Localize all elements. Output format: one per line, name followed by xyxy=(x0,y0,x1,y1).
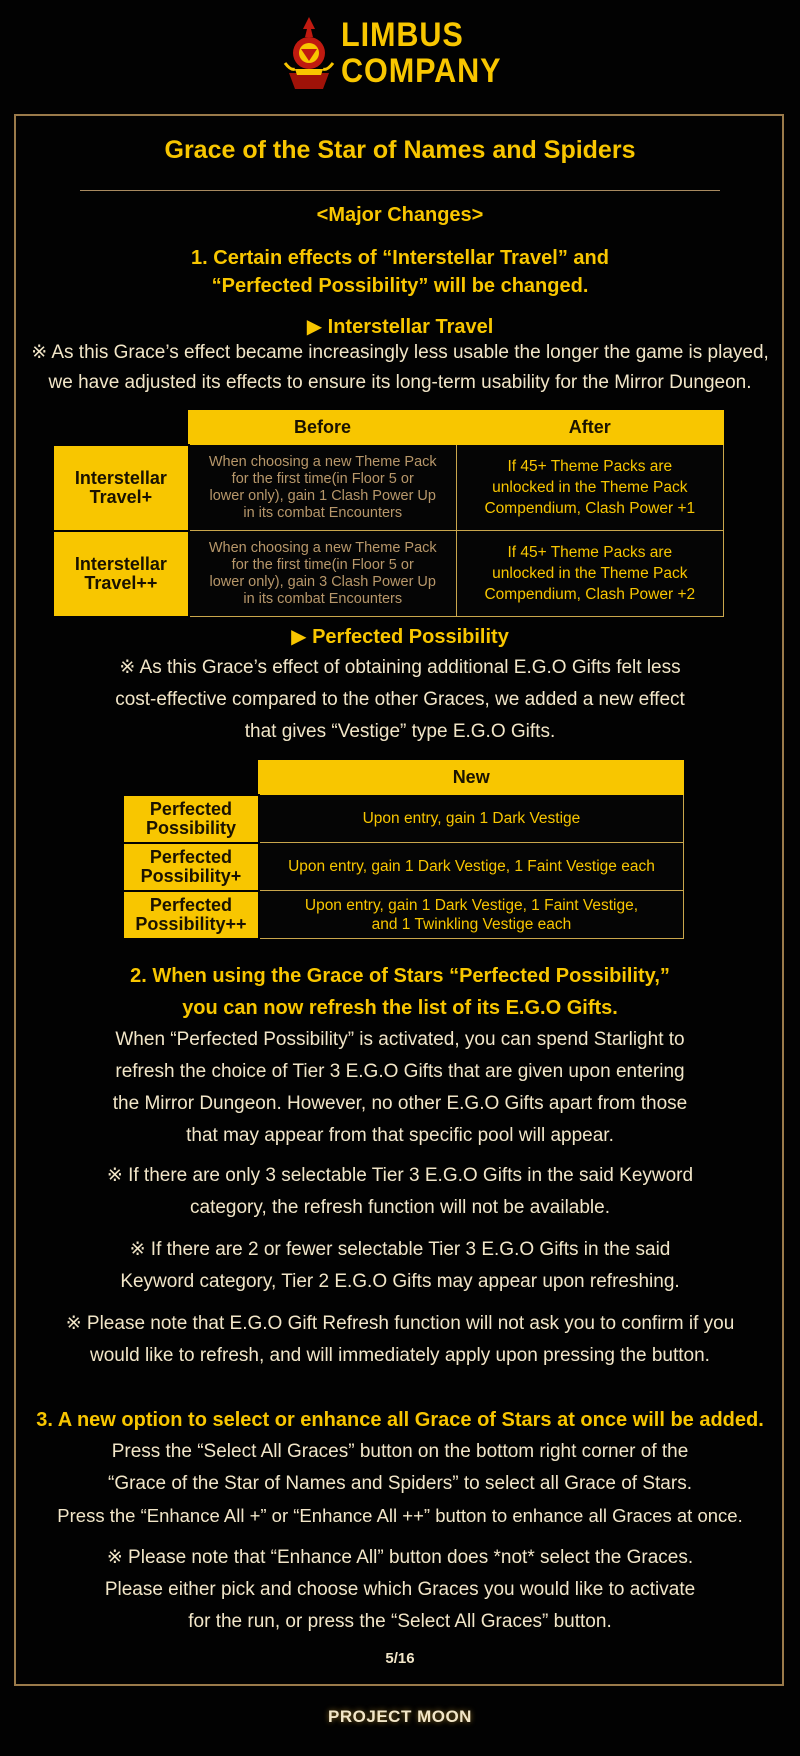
item3-heading: 3. A new option to select or enhance all Grace of Stars at once will be added. xyxy=(36,1409,764,1431)
page-title: Grace of the Star of Names and Spiders xyxy=(164,136,636,164)
col-before-header: Before xyxy=(189,411,456,445)
row-label-perfected-possibility-plus: Perfected Possibility+ xyxy=(123,843,259,891)
perfected-note xyxy=(0,652,800,748)
table-row xyxy=(123,795,684,843)
row-label-interstellar-travel-plus: Interstellar Travel+ xyxy=(53,445,189,531)
item2-body-line-3: the Mirror Dungeon. However, no other E.G.O Gifts apart from those xyxy=(112,1093,688,1114)
item2-body-line-4: that may appear from that specific pool will appear. xyxy=(186,1125,614,1146)
item2-note-3: ※ Please note that E.G.O Gift Refresh function will not ask you to confirm if you would like to refresh, and will immediately apply upon pressing the button. xyxy=(65,1313,735,1366)
item3-body: Press the “Select All Graces” button on the bottom right corner of the “Grace of the Star of Names and Spiders” to select all Grace of Stars. Press the “Enhance All +” or “Enhance All ++” button to enhance all Graces at once. xyxy=(57,1441,743,1526)
perfected-note-line-2: cost-effective compared to the other Graces, we added a new effect xyxy=(115,689,685,710)
item2-note-2: ※ If there are 2 or fewer selectable Tier 3 E.G.O Gifts in the said Keyword category, Tier 2 E.G.O Gifts may appear upon refreshing. xyxy=(120,1239,680,1292)
item2-heading-line-1: 2. When using the Grace of Stars “Perfected Possibility,” xyxy=(130,965,670,987)
perfected-table xyxy=(122,760,684,940)
table-row xyxy=(123,843,684,891)
logo-wordmark xyxy=(341,18,501,90)
item2-body-line-2: refresh the choice of Tier 3 E.G.O Gifts that are given upon entering xyxy=(115,1061,685,1082)
page-number: 5/16 xyxy=(385,1650,415,1667)
after-cell: If 45+ Theme Packs are unlocked in the Theme Pack Compendium, Clash Power +1 xyxy=(456,445,723,531)
after-cell: If 45+ Theme Packs are unlocked in the Theme Pack Compendium, Clash Power +2 xyxy=(456,531,723,617)
interstellar-table xyxy=(52,410,724,618)
before-cell: When choosing a new Theme Pack for the first time(in Floor 5 or lower only), gain 3 Clash Power Up in its combat Encounters xyxy=(189,531,456,617)
new-cell: Upon entry, gain 1 Dark Vestige xyxy=(259,795,684,843)
table-row xyxy=(123,891,684,939)
title-divider xyxy=(80,190,720,191)
new-cell: Upon entry, gain 1 Dark Vestige, 1 Faint Vestige, and 1 Twinkling Vestige each xyxy=(259,891,684,939)
interstellar-note xyxy=(0,338,800,398)
row-label-interstellar-travel-plus-plus: Interstellar Travel++ xyxy=(53,531,189,617)
col-new-header: New xyxy=(259,761,684,795)
table-row xyxy=(53,445,724,531)
interstellar-note-line-2: we have adjusted its effects to ensure its long-term usability for the Mirror Dungeon. xyxy=(48,372,752,393)
limbus-company-logo xyxy=(0,14,800,94)
item1-heading-line-1: 1. Certain effects of “Interstellar Travel” and xyxy=(191,247,609,269)
interstellar-travel-heading: ▶ Interstellar Travel xyxy=(306,316,494,338)
emblem-icon xyxy=(281,15,337,93)
new-cell: Upon entry, gain 1 Dark Vestige, 1 Faint Vestige each xyxy=(259,843,684,891)
item2-body xyxy=(0,1024,800,1152)
item2-body-line-1: When “Perfected Possibility” is activated, you can spend Starlight to xyxy=(115,1029,685,1050)
perfected-note-line-3: that gives “Vestige” type E.G.O Gifts. xyxy=(244,721,556,742)
item3-note: ※ Please note that “Enhance All” button does *not* select the Graces. Please either pick and choose which Graces you would like to activate for the run, or press the “Select All Graces” button. xyxy=(104,1547,696,1632)
item2-heading xyxy=(0,960,800,1024)
col-after-header: After xyxy=(456,411,723,445)
item2-heading-line-2: you can now refresh the list of its E.G.O Gifts. xyxy=(182,997,618,1019)
major-changes-label: <Major Changes> xyxy=(316,204,484,226)
row-label-perfected-possibility: Perfected Possibility xyxy=(123,795,259,843)
item2-note-1: ※ If there are only 3 selectable Tier 3 E.G.O Gifts in the said Keyword category, the refresh function will not be available. xyxy=(106,1165,694,1218)
project-moon-footer: PROJECT MOON xyxy=(328,1707,472,1726)
table-row xyxy=(53,531,724,617)
logo-line-2: COMPANY xyxy=(340,52,502,90)
perfected-possibility-heading: ▶ Perfected Possibility xyxy=(291,626,509,648)
before-cell: When choosing a new Theme Pack for the first time(in Floor 5 or lower only), gain 1 Clash Power Up in its combat Encounters xyxy=(189,445,456,531)
perfected-note-line-1: ※ As this Grace’s effect of obtaining additional E.G.O Gifts felt less xyxy=(119,657,681,678)
item1-heading xyxy=(0,244,800,300)
row-label-perfected-possibility-plus-plus: Perfected Possibility++ xyxy=(123,891,259,939)
logo-line-1: LIMBUS xyxy=(340,16,464,54)
interstellar-note-line-1: ※ As this Grace’s effect became increasingly less usable the longer the game is played, xyxy=(31,342,769,363)
item1-heading-line-2: “Perfected Possibility” will be changed. xyxy=(211,275,589,297)
